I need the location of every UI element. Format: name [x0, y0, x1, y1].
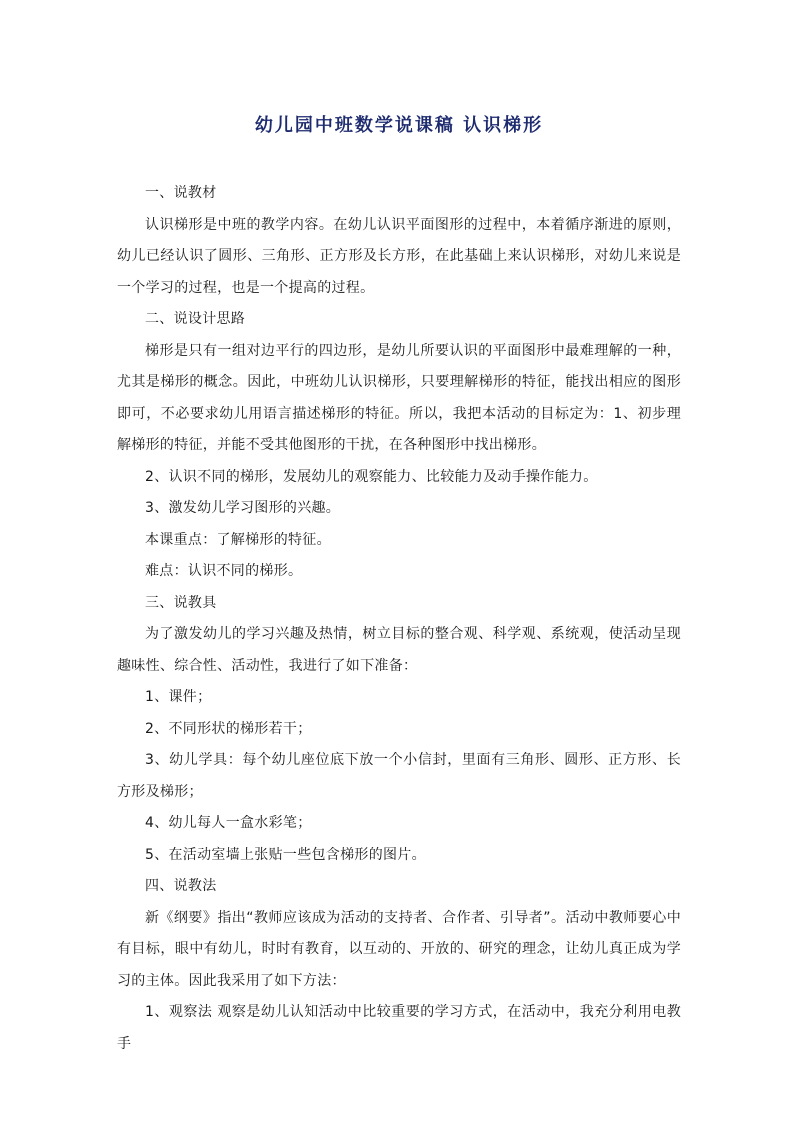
list-item: 5、在活动室墙上张贴一些包含梯形的图片。 — [145, 846, 426, 863]
list-item: 2、不同形状的梯形若干； — [145, 720, 312, 737]
list-item: 2、认识不同的梯形，发展幼儿的观察能力、比较能力及动手操作能力。 — [145, 468, 598, 485]
paragraph: 本课重点：了解梯形的特征。 — [145, 531, 331, 548]
document-body — [117, 178, 681, 1060]
section-heading-3: 三、说教具 — [145, 594, 217, 611]
paragraph: 难点：认识不同的梯形。 — [145, 563, 303, 579]
paragraph: 梯形是只有一组对边平行的四边形，是幼儿所要认识的平面图形中最难理解的一种，尤其是梯形的概念。因此，中班幼儿认识梯形，只要理解梯形的特征，能找出相应的图形即可，不必要求幼儿用语言描述梯形的特征。所以，我把本活动的目标定为：1、初步理解梯形的特征，并能不受其他图形的干扰，在各种图形中找出梯形。 — [117, 342, 681, 453]
list-item: 4、幼儿每人一盒水彩笔； — [145, 815, 312, 831]
paragraph: 认识梯形是中班的教学内容。在幼儿认识平面图形的过程中，本着循序渐进的原则，幼儿已经认识了圆形、三角形、正方形及长方形，在此基础上来认识梯形，对幼儿来说是一个学习的过程，也是一个提高的过程。 — [117, 216, 681, 296]
paragraph: 新《纲要》指出“教师应该成为活动的支持者、合作者、引导者”。活动中教师要心中有目标，眼中有幼儿，时时有教育，以互动的、开放的、研究的理念，让幼儿真正成为学习的主体。因此我采用了如下方法： — [117, 909, 681, 989]
document-title: 幼儿园中班数学说课稿 认识梯形 — [254, 115, 544, 136]
section-heading-2: 二、说设计思路 — [145, 311, 246, 327]
section-heading-4: 四、说教法 — [145, 878, 217, 894]
paragraph: 为了激发幼儿的学习兴趣及热情，树立目标的整合观、科学观、系统观，使活动呈现趣味性、综合性、活动性，我进行了如下准备： — [117, 626, 681, 674]
list-item: 1、课件； — [145, 689, 212, 705]
paragraph: 1、观察法 观察是幼儿认知活动中比较重要的学习方式，在活动中，我充分利用电教手 — [117, 1004, 681, 1052]
list-item: 3、幼儿学具：每个幼儿座位底下放一个小信封，里面有三角形、圆形、正方形、长方形及梯形； — [117, 752, 681, 800]
list-item: 3、激发幼儿学习图形的兴趣。 — [145, 500, 341, 516]
section-heading-1: 一、说教材 — [145, 185, 217, 201]
